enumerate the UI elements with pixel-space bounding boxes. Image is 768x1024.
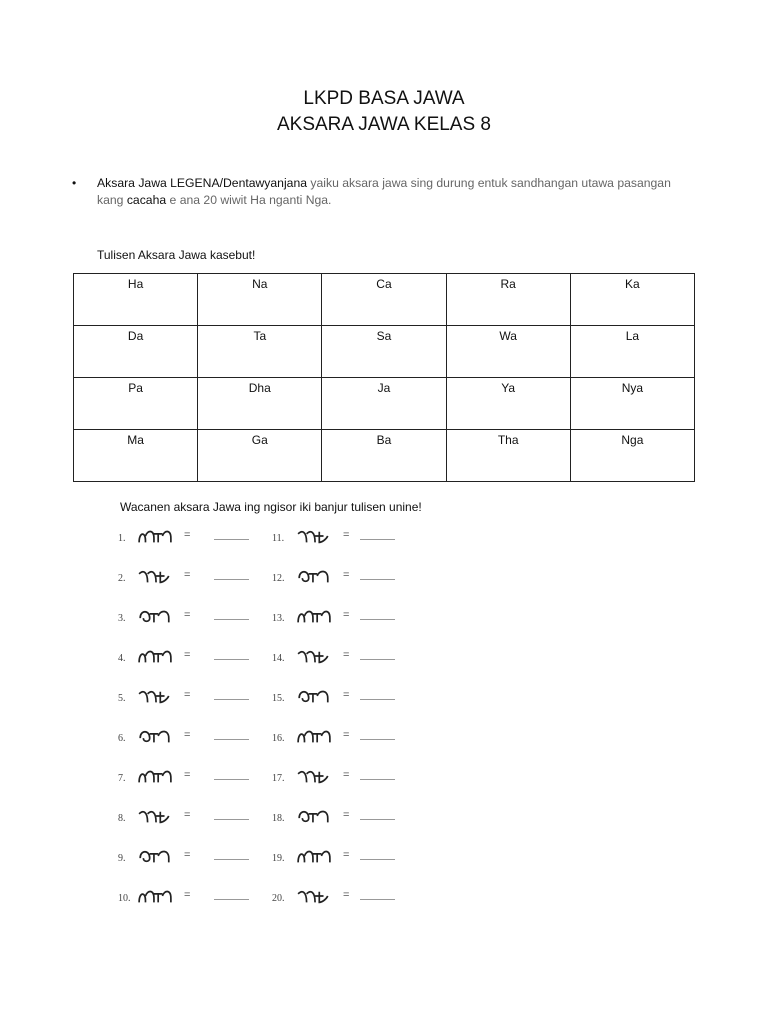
table-row	[74, 326, 695, 378]
javanese-script-glyph	[137, 607, 173, 625]
table-cell[interactable]: Na	[198, 274, 322, 326]
table-cell[interactable]: Ra	[446, 274, 570, 326]
table-cell[interactable]: Pa	[74, 378, 198, 430]
table-row	[74, 274, 695, 326]
intro-text2: e ana 20 wiwit Ha nganti Nga.	[166, 193, 332, 207]
javanese-script-glyph	[137, 687, 173, 705]
answer-blank[interactable]	[214, 739, 249, 740]
table-cell[interactable]: Nya	[570, 378, 694, 430]
equals-sign: =	[184, 769, 191, 781]
javanese-script-glyph	[137, 807, 173, 825]
equals-sign: =	[343, 569, 350, 581]
table-cell[interactable]: Ya	[446, 378, 570, 430]
answer-blank[interactable]	[360, 859, 395, 860]
javanese-script-glyph	[137, 847, 173, 865]
intro-term: Aksara Jawa LEGENA/Dentawyanjana	[97, 176, 308, 190]
javanese-script-glyph	[137, 647, 173, 665]
javanese-script-glyph	[296, 847, 332, 865]
javanese-script-glyph	[296, 647, 332, 665]
intro-text1: yaiku aksara jawa sing durung entuk sandhangan utawa pasangan kang	[97, 176, 671, 207]
table-cell[interactable]: Da	[74, 326, 198, 378]
answer-blank[interactable]	[360, 659, 395, 660]
answer-blank[interactable]	[214, 779, 249, 780]
equals-sign: =	[343, 729, 350, 741]
answer-blank[interactable]	[360, 819, 395, 820]
intro-term2: cacaha	[126, 193, 167, 207]
javanese-script-glyph	[296, 567, 332, 585]
exercise-number: 5.	[118, 693, 126, 704]
equals-sign: =	[343, 529, 350, 541]
answer-blank[interactable]	[214, 819, 249, 820]
exercise-number: 7.	[118, 773, 126, 784]
javanese-script-glyph	[296, 887, 332, 905]
page-title-line2: AKSARA JAWA KELAS 8	[276, 114, 492, 135]
exercise-number: 12.	[272, 573, 285, 584]
table-cell[interactable]: Ma	[74, 430, 198, 482]
equals-sign: =	[184, 529, 191, 541]
exercise-number: 16.	[272, 733, 285, 744]
table-cell[interactable]: Dha	[198, 378, 322, 430]
bullet-dot: •	[72, 176, 77, 190]
equals-sign: =	[343, 689, 350, 701]
exercise-number: 1.	[118, 533, 126, 544]
table-cell[interactable]: Tha	[446, 430, 570, 482]
table-cell[interactable]: Ca	[322, 274, 446, 326]
table-cell[interactable]: Wa	[446, 326, 570, 378]
equals-sign: =	[184, 609, 191, 621]
equals-sign: =	[184, 569, 191, 581]
equals-sign: =	[343, 769, 350, 781]
exercise-number: 9.	[118, 853, 126, 864]
answer-blank[interactable]	[214, 579, 249, 580]
javanese-script-glyph	[137, 727, 173, 745]
table-cell[interactable]: La	[570, 326, 694, 378]
exercise-number: 17.	[272, 773, 285, 784]
exercise-number: 13.	[272, 613, 285, 624]
javanese-script-glyph	[137, 767, 173, 785]
exercise-number: 6.	[118, 733, 126, 744]
table-row	[74, 378, 695, 430]
javanese-script-glyph	[137, 887, 173, 905]
equals-sign: =	[343, 849, 350, 861]
answer-blank[interactable]	[360, 619, 395, 620]
exercise-number: 18.	[272, 813, 285, 824]
answer-blank[interactable]	[214, 859, 249, 860]
exercise-number: 20.	[272, 893, 285, 904]
exercise-number: 2.	[118, 573, 126, 584]
equals-sign: =	[343, 889, 350, 901]
table-cell[interactable]: Ta	[198, 326, 322, 378]
equals-sign: =	[184, 689, 191, 701]
answer-blank[interactable]	[360, 779, 395, 780]
exercise-number: 4.	[118, 653, 126, 664]
equals-sign: =	[184, 649, 191, 661]
exercise-number: 8.	[118, 813, 126, 824]
exercise-number: 11.	[272, 533, 285, 544]
javanese-script-glyph	[296, 607, 332, 625]
exercise-number: 3.	[118, 613, 126, 624]
page-title-line1: LKPD BASA JAWA	[303, 88, 465, 109]
table-cell[interactable]: Ka	[570, 274, 694, 326]
javanese-script-glyph	[296, 807, 332, 825]
javanese-script-glyph	[137, 567, 173, 585]
answer-blank[interactable]	[214, 619, 249, 620]
javanese-script-glyph	[296, 687, 332, 705]
exercise-number: 14.	[272, 653, 285, 664]
exercise-number: 15.	[272, 693, 285, 704]
table-cell[interactable]: Ga	[198, 430, 322, 482]
table-cell[interactable]: Nga	[570, 430, 694, 482]
answer-blank[interactable]	[360, 739, 395, 740]
intro-paragraph	[97, 175, 697, 209]
javanese-script-glyph	[137, 527, 173, 545]
aksara-table	[73, 273, 695, 482]
answer-blank[interactable]	[360, 899, 395, 900]
answer-blank[interactable]	[360, 699, 395, 700]
equals-sign: =	[184, 849, 191, 861]
equals-sign: =	[184, 809, 191, 821]
equals-sign: =	[343, 809, 350, 821]
equals-sign: =	[184, 889, 191, 901]
table-cell[interactable]: Ja	[322, 378, 446, 430]
table-cell[interactable]: Sa	[322, 326, 446, 378]
answer-blank[interactable]	[214, 539, 249, 540]
answer-blank[interactable]	[214, 899, 249, 900]
instruction-read: Wacanen aksara Jawa ing ngisor iki banjur tulisen unine!	[120, 500, 422, 514]
equals-sign: =	[343, 609, 350, 621]
equals-sign: =	[343, 649, 350, 661]
table-cell[interactable]: Ba	[322, 430, 446, 482]
answer-blank[interactable]	[214, 659, 249, 660]
exercise-number: 10.	[118, 893, 131, 904]
table-cell[interactable]: Ha	[74, 274, 198, 326]
javanese-script-glyph	[296, 727, 332, 745]
answer-blank[interactable]	[360, 579, 395, 580]
equals-sign: =	[184, 729, 191, 741]
answer-blank[interactable]	[360, 539, 395, 540]
table-row	[74, 430, 695, 482]
exercise-number: 19.	[272, 853, 285, 864]
answer-blank[interactable]	[214, 699, 249, 700]
instruction-write: Tulisen Aksara Jawa kasebut!	[97, 248, 256, 262]
javanese-script-glyph	[296, 767, 332, 785]
javanese-script-glyph	[296, 527, 332, 545]
